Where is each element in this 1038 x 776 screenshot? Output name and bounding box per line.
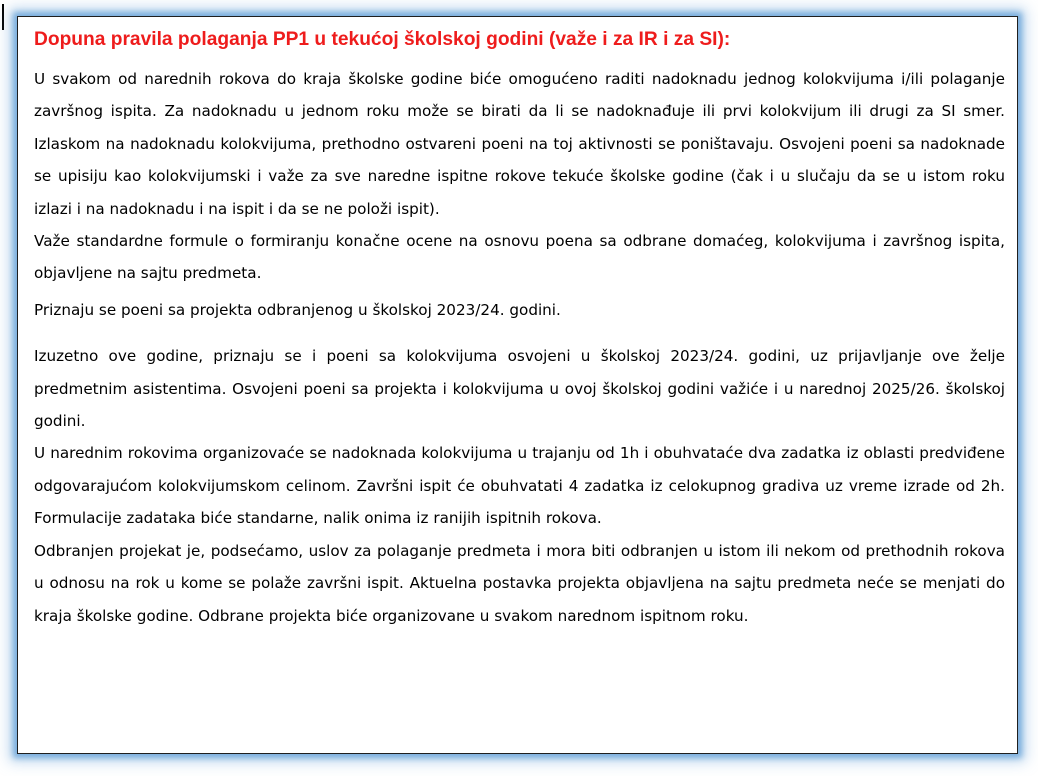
notice-box [17,16,1018,754]
text-cursor-mark [2,4,4,30]
paragraph-makeup-rules: U svakom od narednih rokova do kraja školske godine biće omogućeno raditi nadoknadu jednog kolokvijuma i/ili polaganje završnog ispita. Za nadoknadu u jednom roku može se birati da li se nadoknađuje ili prvi kolokvijum ili drugi za SI smer. Izlaskom na nadoknadu kolokvijuma, prethodno ostvareni poeni na toj aktivnosti se poništavaju. Osvojeni poeni sa nadoknade se upisiju kao kolokvijumski i važe za sve naredne ispitne rokove tekuće školske godine (čak i u slučaju da se u istom roku izlazi i na nadoknadu i na ispit i da se ne položi ispit). [34,70,1005,218]
paragraph-project-points: Priznaju se poeni sa projekta odbranjenog u školskoj 2023/24. godini. [34,300,561,319]
notice-body [34,63,1005,632]
paragraph-exam-format: U narednim rokovima organizovaće se nadoknada kolokvijuma u trajanju od 1h i obuhvataće dva zadatka iz oblasti predviđene odgovarajućom kolokvijumskom celinom. Završni ispit će obuhvatati 4 zadatka iz celokupnog gradiva uz vreme izrade od 2h. Formulacije zadataka biće standarne, nalik onima iz ranijih ispitnih rokova. [34,444,1005,528]
paragraph-grading-formulas: Važe standardne formule o formiranju konačne ocene na osnovu poena sa odbrane domaćeg, kolokvijuma i završnog ispita, objavljene na sajtu predmeta. [34,232,1005,283]
paragraph-colloquium-points: Izuzetno ove godine, priznaju se i poeni sa kolokvijuma osvojeni u školskoj 2023/24. godini, uz prijavljanje ove želje predmetnim asistentima. Osvojeni poeni sa projekta i kolokvijuma u ovoj školskoj godini važiće i u narednoj 2025/26. školskoj godini. [34,347,1005,431]
paragraph-project-defense: Odbranjen projekat je, podsećamo, uslov za polaganje predmeta i mora biti odbranjen u istom ili nekom od prethodnih rokova u odnosu na rok u kome se polaže završni ispit. Aktuelna postavka projekta objavljena na sajtu predmeta neće se menjati do kraja školske godine. Odbrane projekta biće organizovane u svakom narednom ispitnom roku. [34,541,1005,625]
notice-title: Dopuna pravila polaganja PP1 u tekućoj školskoj godini (važe i za IR i za SI): [34,29,731,50]
